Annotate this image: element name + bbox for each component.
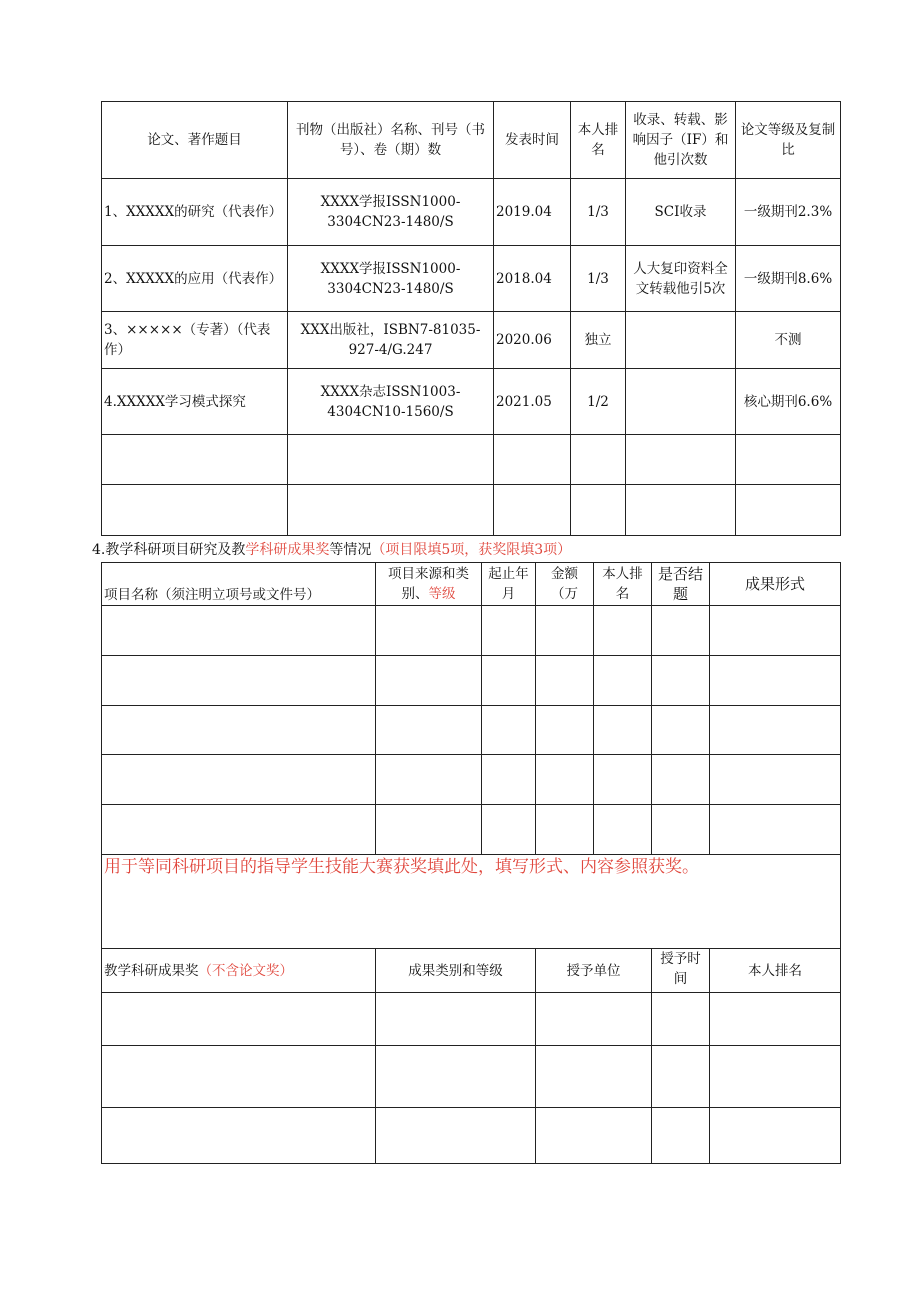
table-row xyxy=(102,179,841,246)
header-award-time: 授予时间 xyxy=(652,949,710,993)
empty-cell[interactable] xyxy=(652,706,710,755)
table-row xyxy=(102,246,841,312)
paper-level: 核心期刊6.6% xyxy=(736,369,841,435)
paper-journal: XXX出版社，ISBN7-81035-927-4/G.247 xyxy=(288,312,494,369)
empty-cell[interactable] xyxy=(376,1108,536,1164)
header-award-name xyxy=(102,949,376,993)
empty-cell[interactable] xyxy=(482,606,536,656)
empty-cell[interactable] xyxy=(652,656,710,706)
empty-cell[interactable] xyxy=(102,435,288,485)
empty-row xyxy=(102,755,841,805)
header-award-rank: 本人排名 xyxy=(710,949,841,993)
empty-cell[interactable] xyxy=(652,1046,710,1108)
section-4-heading-red2: （项目限填5项，获奖限填3项） xyxy=(371,542,572,558)
header-award-name-red: （不含论文奖） xyxy=(198,962,293,979)
empty-cell[interactable] xyxy=(102,1108,376,1164)
competition-note-cell[interactable] xyxy=(102,855,841,949)
paper-date: 2019.04 xyxy=(494,179,571,246)
header-project-name: 项目名称（须注明立项号或文件号） xyxy=(102,563,376,606)
header-indexed: 收录、转载、影响因子（IF）和他引次数 xyxy=(626,102,736,179)
empty-cell[interactable] xyxy=(288,485,494,536)
header-rank: 本人排名 xyxy=(594,563,652,606)
empty-cell[interactable] xyxy=(736,485,841,536)
paper-indexed xyxy=(626,312,736,369)
table-row xyxy=(102,312,841,369)
empty-cell[interactable] xyxy=(376,755,482,805)
empty-cell[interactable] xyxy=(482,805,536,855)
empty-cell[interactable] xyxy=(571,435,626,485)
empty-cell[interactable] xyxy=(594,656,652,706)
projects-header-row xyxy=(102,563,841,606)
empty-row xyxy=(102,606,841,656)
paper-date: 2021.05 xyxy=(494,369,571,435)
empty-cell[interactable] xyxy=(376,706,482,755)
empty-cell[interactable] xyxy=(102,485,288,536)
empty-cell[interactable] xyxy=(710,706,841,755)
header-journal: 刊物（出版社）名称、刊号（书号）、卷（期）数 xyxy=(288,102,494,179)
empty-cell[interactable] xyxy=(710,606,841,656)
empty-cell[interactable] xyxy=(536,755,594,805)
paper-rank: 1/3 xyxy=(571,179,626,246)
paper-title: 4.XXXXX学习模式探究 xyxy=(102,369,288,435)
empty-cell[interactable] xyxy=(652,1108,710,1164)
empty-cell[interactable] xyxy=(710,1046,841,1108)
header-done: 是否结题 xyxy=(652,563,710,606)
empty-row xyxy=(102,1046,841,1108)
header-project-source-level: 等级 xyxy=(428,586,456,602)
empty-cell[interactable] xyxy=(102,606,376,656)
section-4-heading xyxy=(92,540,571,560)
empty-cell[interactable] xyxy=(376,1046,536,1108)
empty-cell[interactable] xyxy=(536,993,652,1046)
paper-indexed: 人大复印资料全文转载他引5次 xyxy=(626,246,736,312)
papers-table xyxy=(101,101,841,536)
empty-cell[interactable] xyxy=(102,805,376,855)
paper-indexed xyxy=(626,369,736,435)
header-date: 发表时间 xyxy=(494,102,571,179)
header-award-name-text: 教学科研成果奖 xyxy=(104,962,199,979)
paper-level: 不测 xyxy=(736,312,841,369)
empty-cell[interactable] xyxy=(102,1046,376,1108)
paper-journal: XXXX杂志ISSN1003-4304CN10-1560/S xyxy=(288,369,494,435)
empty-cell[interactable] xyxy=(376,993,536,1046)
paper-journal: XXXX学报ISSN1000-3304CN23-1480/S xyxy=(288,246,494,312)
empty-cell[interactable] xyxy=(710,1108,841,1164)
header-project-source-text: 项目来源和类别、 xyxy=(388,566,469,602)
competition-note: 用于等同科研项目的指导学生技能大赛获奖填此处，填写形式、内容参照获奖。 xyxy=(104,857,699,877)
paper-rank: 独立 xyxy=(571,312,626,369)
empty-cell[interactable] xyxy=(710,755,841,805)
note-row xyxy=(102,855,841,949)
empty-cell[interactable] xyxy=(626,435,736,485)
empty-cell[interactable] xyxy=(594,755,652,805)
empty-row xyxy=(102,706,841,755)
empty-cell[interactable] xyxy=(710,805,841,855)
empty-cell[interactable] xyxy=(626,485,736,536)
section-4-heading-b: 等情况 xyxy=(329,542,372,558)
paper-date: 2018.04 xyxy=(494,246,571,312)
empty-cell[interactable] xyxy=(102,656,376,706)
header-form: 成果形式 xyxy=(710,563,841,606)
header-award-category: 成果类别和等级 xyxy=(376,949,536,993)
awards-header-row xyxy=(102,949,841,993)
paper-title: 2、XXXXX的应用（代表作） xyxy=(102,246,288,312)
paper-rank: 1/2 xyxy=(571,369,626,435)
section-4-heading-red1: 学科研成果奖 xyxy=(245,542,330,558)
empty-cell[interactable] xyxy=(288,435,494,485)
empty-cell[interactable] xyxy=(536,1046,652,1108)
header-amount: 金额（万 xyxy=(536,563,594,606)
empty-cell[interactable] xyxy=(536,656,594,706)
paper-level: 一级期刊2.3% xyxy=(736,179,841,246)
empty-cell[interactable] xyxy=(594,706,652,755)
empty-cell[interactable] xyxy=(652,805,710,855)
empty-cell[interactable] xyxy=(102,755,376,805)
empty-row xyxy=(102,485,841,536)
section-4-heading-a: 4.教学科研项目研究及教 xyxy=(92,542,246,558)
empty-cell[interactable] xyxy=(536,606,594,656)
empty-cell[interactable] xyxy=(102,993,376,1046)
paper-title: 3、×××××（专著）（代表作） xyxy=(102,312,288,369)
empty-row xyxy=(102,993,841,1046)
paper-indexed: SCI收录 xyxy=(626,179,736,246)
empty-cell[interactable] xyxy=(376,656,482,706)
empty-cell[interactable] xyxy=(710,993,841,1046)
paper-level: 一级期刊8.6% xyxy=(736,246,841,312)
empty-cell[interactable] xyxy=(594,805,652,855)
header-rank: 本人排名 xyxy=(571,102,626,179)
empty-cell[interactable] xyxy=(736,435,841,485)
projects-table xyxy=(101,562,841,1164)
header-level: 论文等级及复制比 xyxy=(736,102,841,179)
table-row xyxy=(102,369,841,435)
empty-cell[interactable] xyxy=(536,1108,652,1164)
paper-journal: XXXX学报ISSN1000-3304CN23-1480/S xyxy=(288,179,494,246)
empty-cell[interactable] xyxy=(594,606,652,656)
empty-row xyxy=(102,1108,841,1164)
empty-row xyxy=(102,805,841,855)
empty-cell[interactable] xyxy=(482,706,536,755)
paper-rank: 1/3 xyxy=(571,246,626,312)
empty-cell[interactable] xyxy=(652,606,710,656)
empty-cell[interactable] xyxy=(494,435,571,485)
empty-cell[interactable] xyxy=(494,485,571,536)
header-period: 起止年月 xyxy=(482,563,536,606)
empty-cell[interactable] xyxy=(102,706,376,755)
empty-cell[interactable] xyxy=(710,656,841,706)
empty-cell[interactable] xyxy=(536,706,594,755)
empty-cell[interactable] xyxy=(482,755,536,805)
empty-cell[interactable] xyxy=(652,755,710,805)
paper-date: 2020.06 xyxy=(494,312,571,369)
empty-cell[interactable] xyxy=(482,656,536,706)
empty-cell[interactable] xyxy=(536,805,594,855)
header-award-unit: 授予单位 xyxy=(536,949,652,993)
empty-row xyxy=(102,435,841,485)
empty-row xyxy=(102,656,841,706)
empty-cell[interactable] xyxy=(652,993,710,1046)
papers-header-row xyxy=(102,102,841,179)
empty-cell[interactable] xyxy=(571,485,626,536)
empty-cell[interactable] xyxy=(376,606,482,656)
empty-cell[interactable] xyxy=(376,805,482,855)
header-title: 论文、著作题目 xyxy=(102,102,288,179)
header-project-source xyxy=(376,563,482,606)
paper-title: 1、XXXXX的研究（代表作） xyxy=(102,179,288,246)
